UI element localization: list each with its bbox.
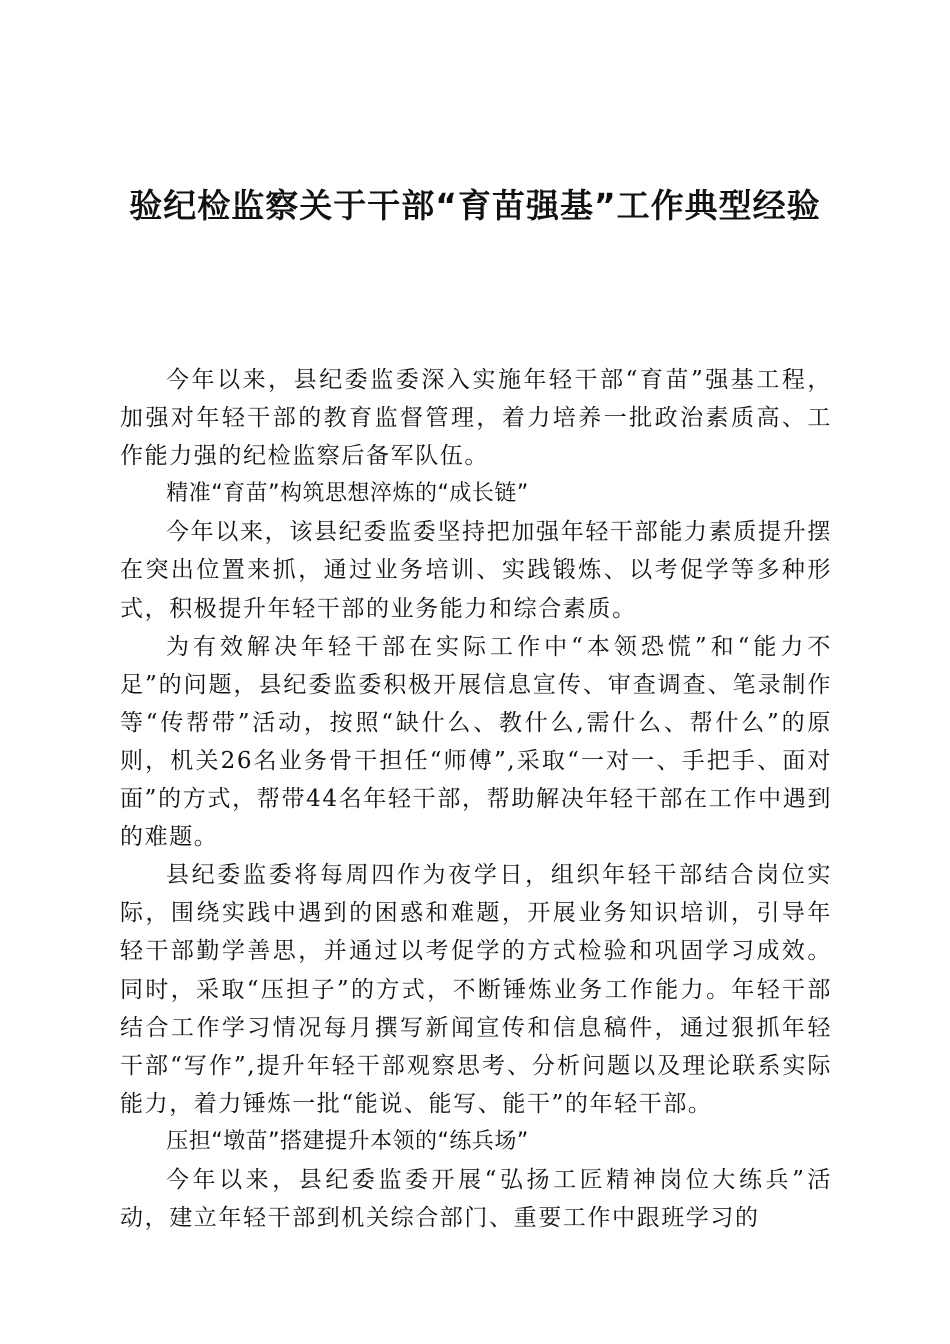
section-heading-1: 精准“育苗”构筑思想淬炼的“成长链” bbox=[166, 481, 529, 507]
body-paragraph-3: 县纪委监委将每周四作为夜学日，组织年轻干部结合岗位实际，围绕实践中遇到的困惑和难题，开展业务知识培训，引导年轻干部勤学善思，并通过以考促学的方式检验和巩固学习成效。同时，采取“压担子”的方式，不断锤炼业务工作能力。年轻干部结合工作学习情况每月撰写新闻宣传和信息稿件，通过狠抓年轻干部“写作”,提升年轻干部观察思考、分析问题以及理论联系实际能力，着力锤炼一批“能说、能写、能干”的年轻干部。 bbox=[120, 862, 832, 1117]
document-title: 验纪检监察关于干部“育苗强基”工作典型经验 bbox=[129, 186, 821, 225]
document-body bbox=[120, 361, 832, 1237]
intro-paragraph: 今年以来，县纪委监委深入实施年轻干部“育苗”强基工程，加强对年轻干部的教育监督管理，着力培养一批政治素质高、工作能力强的纪检监察后备军队伍。 bbox=[120, 367, 832, 470]
body-paragraph-2: 为有效解决年轻干部在实际工作中“本领恐慌”和“能力不足”的问题，县纪委监委积极开展信息宣传、审查调查、笔录制作等“传帮带”活动，按照“缺什么、教什么,需什么、帮什么”的原则，机关26名业务骨干担任“师傅”,采取“一对一、手把手、面对面”的方式，帮带44名年轻干部，帮助解决年轻干部在工作中遇到的难题。 bbox=[120, 633, 832, 851]
body-paragraph-4: 今年以来，县纪委监委开展“弘扬工匠精神岗位大练兵”活动，建立年轻干部到机关综合部门、重要工作中跟班学习的 bbox=[120, 1166, 832, 1232]
body-paragraph-1: 今年以来，该县纪委监委坚持把加强年轻干部能力素质提升摆在突出位置来抓，通过业务培训、实践锻炼、以考促学等多种形式，积极提升年轻干部的业务能力和综合素质。 bbox=[120, 519, 832, 622]
section-heading-2: 压担“墩苗”搭建提升本领的“练兵场” bbox=[166, 1128, 529, 1154]
